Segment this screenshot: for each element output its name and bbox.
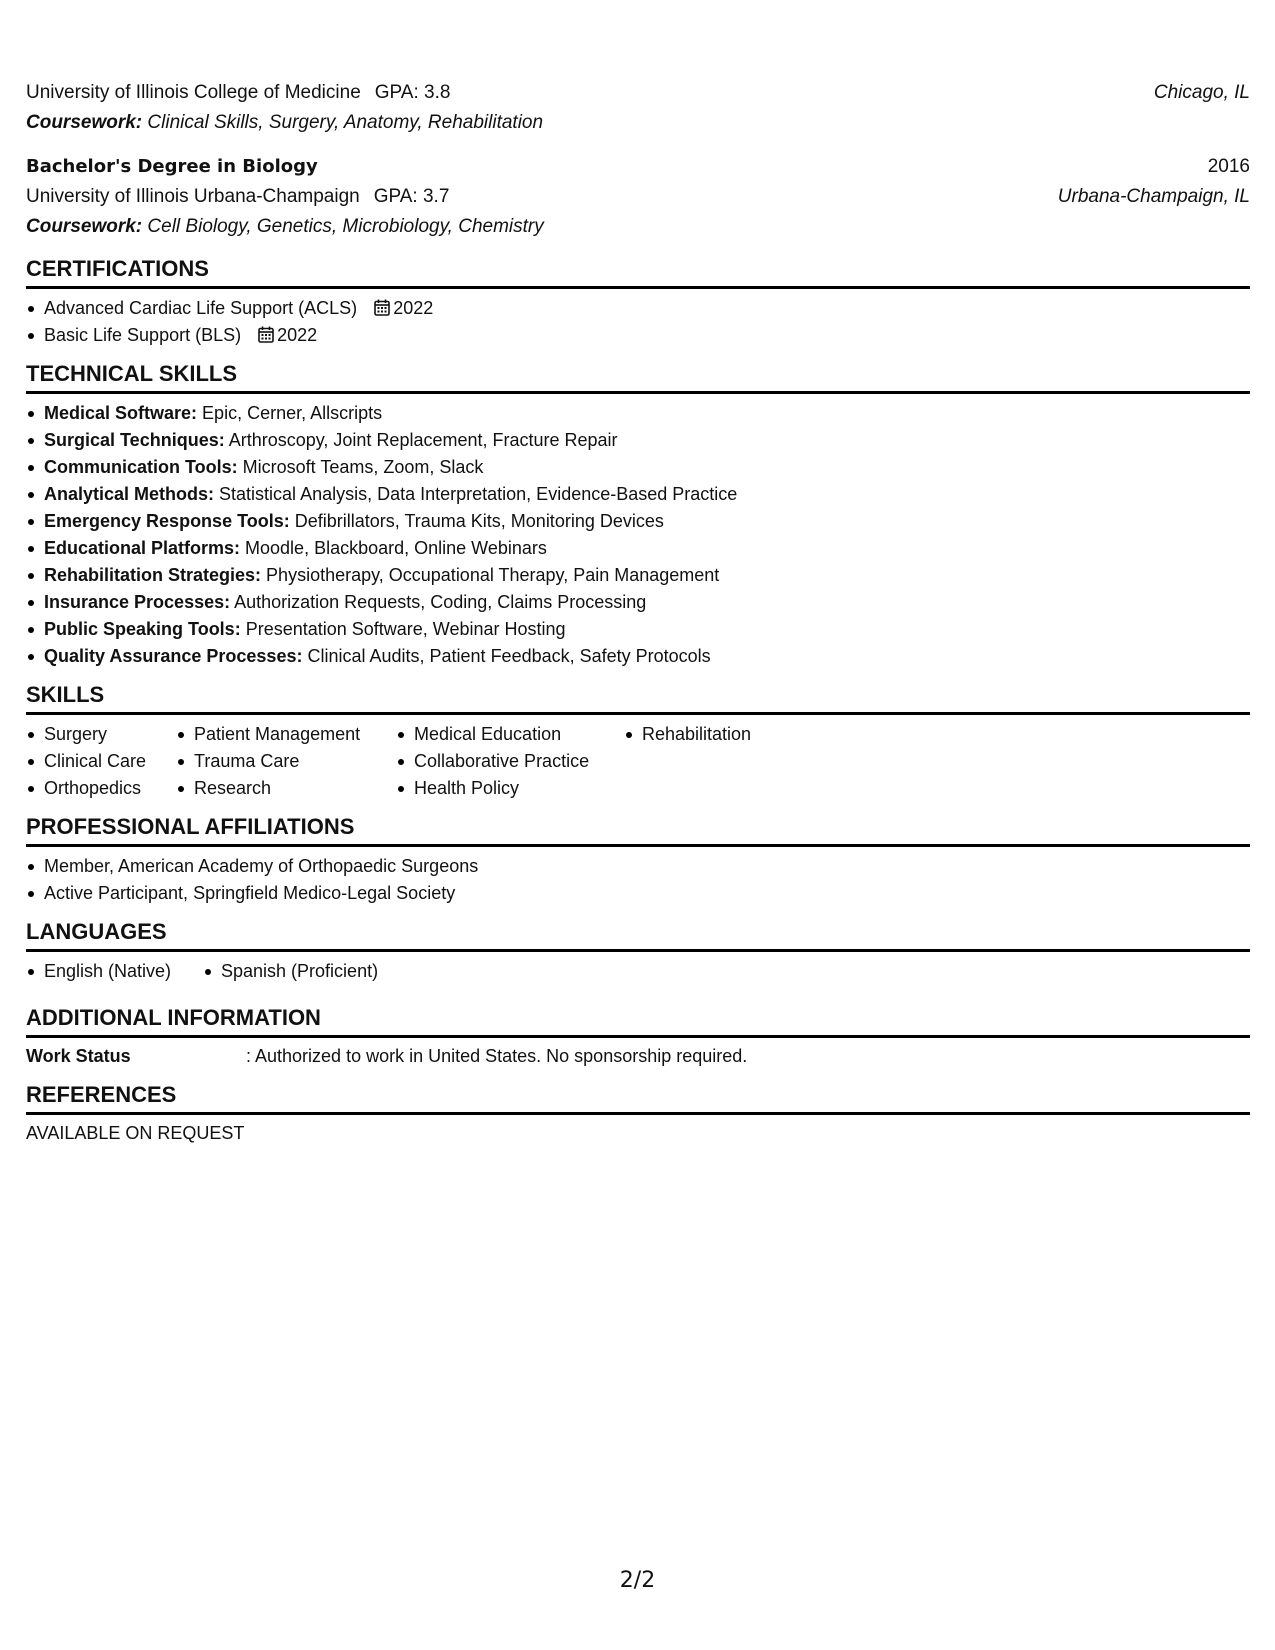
skills-grid: [26, 721, 1250, 802]
section-heading-certifications: CERTIFICATIONS: [26, 254, 1250, 289]
technical-skill-item: [26, 454, 1250, 481]
education-school-line: [26, 182, 449, 212]
references-text: AVAILABLE ON REQUEST: [26, 1123, 245, 1143]
certification-year: 2022: [393, 298, 434, 318]
certification-item: [26, 295, 1250, 322]
technical-skill-label: Analytical Methods:: [44, 484, 215, 504]
certification-year: 2022: [277, 325, 318, 345]
coursework-label: Coursework:: [26, 112, 143, 133]
coursework-list: Cell Biology, Genetics, Microbiology, Chemistry: [142, 216, 544, 237]
education-coursework: [26, 108, 1250, 138]
technical-skill-item: [26, 508, 1250, 535]
calendar-icon: [374, 299, 390, 316]
technical-skill-label: Quality Assurance Processes:: [44, 646, 303, 666]
education-school: University of Illinois College of Medicine: [26, 82, 361, 103]
certification-item: [26, 322, 1250, 349]
education-location: Chicago, IL: [1153, 82, 1250, 103]
technical-skill-value: Presentation Software, Webinar Hosting: [240, 619, 566, 639]
education-entry: [26, 152, 1250, 242]
section-heading-technical-skills: TECHNICAL SKILLS: [26, 359, 1250, 394]
skill-item: Trauma Care: [176, 748, 396, 775]
technical-skill-value: Moodle, Blackboard, Online Webinars: [240, 538, 547, 558]
education-school-row: [26, 182, 1250, 212]
section-heading-skills: SKILLS: [26, 680, 1250, 715]
work-status-row: [26, 1042, 1250, 1070]
technical-skill-item: [26, 400, 1250, 427]
resume-page: [26, 78, 1250, 1147]
skill-item: Orthopedics: [26, 775, 176, 802]
language-item: Spanish (Proficient): [203, 958, 378, 985]
technical-skill-value: Microsoft Teams, Zoom, Slack: [237, 457, 484, 477]
skill-item: Collaborative Practice: [396, 748, 624, 775]
education-coursework: [26, 212, 1250, 242]
education-location: Urbana-Champaign, IL: [1057, 186, 1250, 207]
technical-skill-value: Defibrillators, Trauma Kits, Monitoring Devices: [289, 511, 664, 531]
affiliation-item: Active Participant, Springfield Medico-Legal Society: [26, 880, 1250, 907]
skill-item: Rehabilitation: [624, 721, 751, 748]
affiliations-list: [26, 853, 1250, 907]
technical-skill-item: [26, 535, 1250, 562]
work-status-label: Work Status: [26, 1046, 131, 1066]
certification-name: Advanced Cardiac Life Support (ACLS): [44, 298, 358, 318]
technical-skill-label: Communication Tools:: [44, 457, 238, 477]
technical-skill-item: [26, 643, 1250, 670]
skills-column: [624, 721, 751, 802]
technical-skill-label: Rehabilitation Strategies:: [44, 565, 262, 585]
affiliation-item: Member, American Academy of Orthopaedic Surgeons: [26, 853, 1250, 880]
technical-skill-item: [26, 589, 1250, 616]
education-entry: [26, 78, 1250, 138]
skills-column: [26, 721, 176, 802]
education-gpa: GPA: 3.8: [374, 82, 451, 103]
skill-item: Patient Management: [176, 721, 396, 748]
education-degree-row: [26, 152, 1250, 182]
technical-skill-label: Medical Software:: [44, 403, 198, 423]
languages-list: [26, 952, 1250, 995]
skill-item: Clinical Care: [26, 748, 176, 775]
coursework-list: Clinical Skills, Surgery, Anatomy, Rehabilitation: [142, 112, 544, 133]
technical-skill-value: Clinical Audits, Patient Feedback, Safety Protocols: [302, 646, 711, 666]
technical-skill-value: Arthroscopy, Joint Replacement, Fracture Repair: [224, 430, 618, 450]
education-gpa: GPA: 3.7: [373, 186, 450, 207]
technical-skill-item: [26, 427, 1250, 454]
education-school-row: [26, 78, 1250, 108]
section-heading-additional-information: ADDITIONAL INFORMATION: [26, 1003, 1250, 1038]
skills-column: [396, 721, 624, 802]
language-item: English (Native): [26, 958, 203, 985]
coursework-label: Coursework:: [26, 216, 143, 237]
technical-skill-value: Epic, Cerner, Allscripts: [197, 403, 383, 423]
section-heading-references: REFERENCES: [26, 1080, 1250, 1115]
education-school: University of Illinois Urbana-Champaign: [26, 186, 360, 207]
languages-column: [203, 958, 378, 985]
technical-skill-value: Authorization Requests, Coding, Claims Processing: [230, 592, 647, 612]
technical-skills-list: [26, 400, 1250, 670]
technical-skill-item: [26, 562, 1250, 589]
skill-item: Medical Education: [396, 721, 624, 748]
section-heading-affiliations: PROFESSIONAL AFFILIATIONS: [26, 812, 1250, 847]
certifications-list: [26, 295, 1250, 349]
education-year: 2016: [1207, 156, 1250, 177]
technical-skill-item: [26, 481, 1250, 508]
page-number: 2/2: [619, 1568, 656, 1593]
technical-skill-label: Insurance Processes:: [44, 592, 231, 612]
calendar-icon: [258, 326, 274, 343]
education-school-line: [26, 78, 450, 108]
technical-skill-label: Public Speaking Tools:: [44, 619, 241, 639]
skill-item: Surgery: [26, 721, 176, 748]
technical-skill-value: Physiotherapy, Occupational Therapy, Pain Management: [261, 565, 720, 585]
section-heading-languages: LANGUAGES: [26, 917, 1250, 952]
skill-item: Research: [176, 775, 396, 802]
technical-skill-item: [26, 616, 1250, 643]
skill-item: Health Policy: [396, 775, 624, 802]
technical-skill-label: Educational Platforms:: [44, 538, 241, 558]
education-degree: Bachelor's Degree in Biology: [26, 156, 318, 177]
certification-name: Basic Life Support (BLS): [44, 325, 242, 345]
skills-column: [176, 721, 396, 802]
technical-skill-label: Emergency Response Tools:: [44, 511, 290, 531]
technical-skill-value: Statistical Analysis, Data Interpretation, Evidence-Based Practice: [214, 484, 738, 504]
languages-column: [26, 958, 203, 985]
work-status-value: : Authorized to work in United States. No sponsorship required.: [246, 1046, 748, 1066]
technical-skill-label: Surgical Techniques:: [44, 430, 225, 450]
